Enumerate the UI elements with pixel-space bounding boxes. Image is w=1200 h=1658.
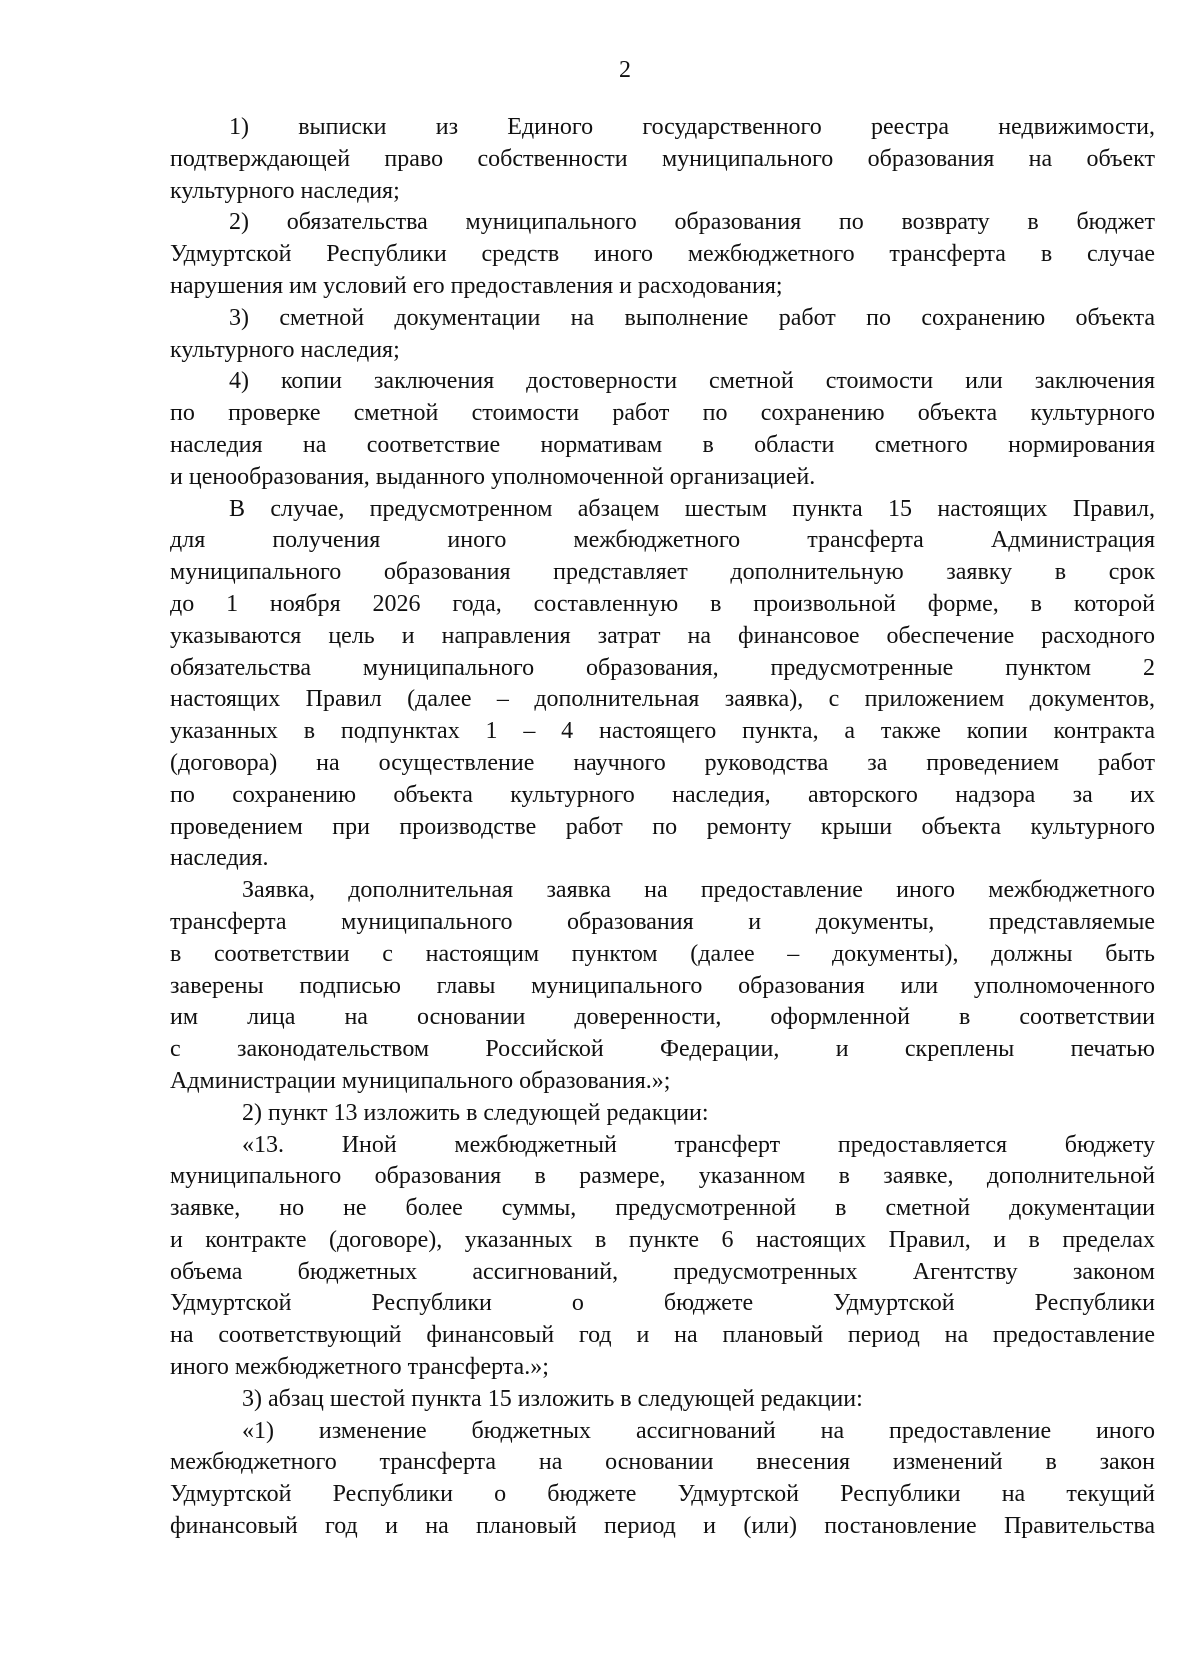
text-line: «1) изменение бюджетных ассигнований на предоставление иного	[242, 1417, 1155, 1444]
text-line: в соответствии с настоящим пунктом (далее – документы), должны быть	[170, 940, 1155, 967]
document-body	[170, 112, 1155, 1543]
text-line: подтверждающей право собственности муниципального образования на объект	[170, 145, 1155, 172]
text-line: проведением при производстве работ по ремонту крыши объекта культурного	[170, 813, 1155, 840]
text-line: указанных в подпунктах 1 – 4 настоящего пункта, а также копии контракта	[170, 718, 1155, 745]
text-line: с законодательством Российской Федерации, и скреплены печатью	[170, 1036, 1155, 1063]
text-line: по сохранению объекта культурного наследия, авторского надзора за их	[170, 781, 1155, 808]
text-line: объема бюджетных ассигнований, предусмотренных Агентству законом	[170, 1258, 1155, 1285]
text-line: муниципального образования в размере, указанном в заявке, дополнительной	[170, 1163, 1155, 1190]
text-line: (договора) на осуществление научного руководства за проведением работ	[170, 749, 1155, 776]
text-line: Администрации муниципального образования.»;	[170, 1067, 671, 1094]
text-line: настоящих Правил (далее – дополнительная заявка), с приложением документов,	[170, 686, 1155, 713]
text-line: наследия.	[170, 845, 269, 872]
text-line: Удмуртской Республики о бюджете Удмуртской Республики	[170, 1290, 1155, 1317]
text-line: заявке, но не более суммы, предусмотренной в сметной документации	[170, 1195, 1155, 1222]
text-line: 3) абзац шестой пункта 15 изложить в следующей редакции:	[242, 1385, 863, 1412]
text-line: указываются цель и направления затрат на финансовое обеспечение расходного	[170, 622, 1155, 649]
text-line: финансовый год и на плановый период и (или) постановление Правительства	[170, 1513, 1155, 1540]
text-line: наследия на соответствие нормативам в области сметного нормирования	[170, 431, 1155, 458]
text-line: Удмуртской Республики о бюджете Удмуртской Республики на текущий	[170, 1481, 1155, 1508]
text-line: межбюджетного трансферта на основании внесения изменений в закон	[170, 1449, 1155, 1476]
text-line: 2) обязательства муниципального образования по возврату в бюджет	[229, 209, 1155, 236]
text-line: 1) выписки из Единого государственного реестра недвижимости,	[229, 114, 1155, 140]
text-line: для получения иного межбюджетного трансферта Администрация	[170, 527, 1155, 554]
text-line: нарушения им условий его предоставления и расходования;	[170, 272, 783, 299]
text-line: культурного наследия;	[170, 336, 400, 363]
text-line: В случае, предусмотренном абзацем шестым пункта 15 настоящих Правил,	[229, 495, 1155, 522]
text-line: «13. Иной межбюджетный трансферт предоставляется бюджету	[242, 1131, 1155, 1158]
text-line: по проверке сметной стоимости работ по сохранению объекта культурного	[170, 400, 1155, 427]
text-line: заверены подписью главы муниципального образования или уполномоченного	[170, 972, 1155, 999]
page-number: 2	[619, 57, 631, 83]
text-line: культурного наследия;	[170, 177, 400, 204]
text-line: и ценообразования, выданного уполномоченной организацией.	[170, 463, 816, 490]
text-line: муниципального образования представляет дополнительную заявку в срок	[170, 559, 1155, 586]
text-line: 4) копии заключения достоверности сметной стоимости или заключения	[229, 368, 1155, 395]
text-line: Удмуртской Республики средств иного межбюджетного трансферта в случае	[170, 241, 1155, 268]
text-line: 3) сметной документации на выполнение работ по сохранению объекта	[229, 304, 1155, 331]
text-line: обязательства муниципального образования, предусмотренные пунктом 2	[170, 654, 1155, 681]
text-line: Заявка, дополнительная заявка на предоставление иного межбюджетного	[242, 877, 1155, 904]
text-line: на соответствующий финансовый год и на плановый период на предоставление	[170, 1322, 1155, 1349]
text-line: и контракте (договоре), указанных в пункте 6 настоящих Правил, и в пределах	[170, 1226, 1155, 1253]
text-line: иного межбюджетного трансферта.»;	[170, 1354, 549, 1381]
text-line: им лица на основании доверенности, оформленной в соответствии	[170, 1004, 1155, 1031]
text-line: трансферта муниципального образования и документы, представляемые	[170, 908, 1155, 935]
text-line: до 1 ноября 2026 года, составленную в произвольной форме, в которой	[170, 590, 1155, 617]
text-line: 2) пункт 13 изложить в следующей редакции:	[242, 1099, 709, 1126]
